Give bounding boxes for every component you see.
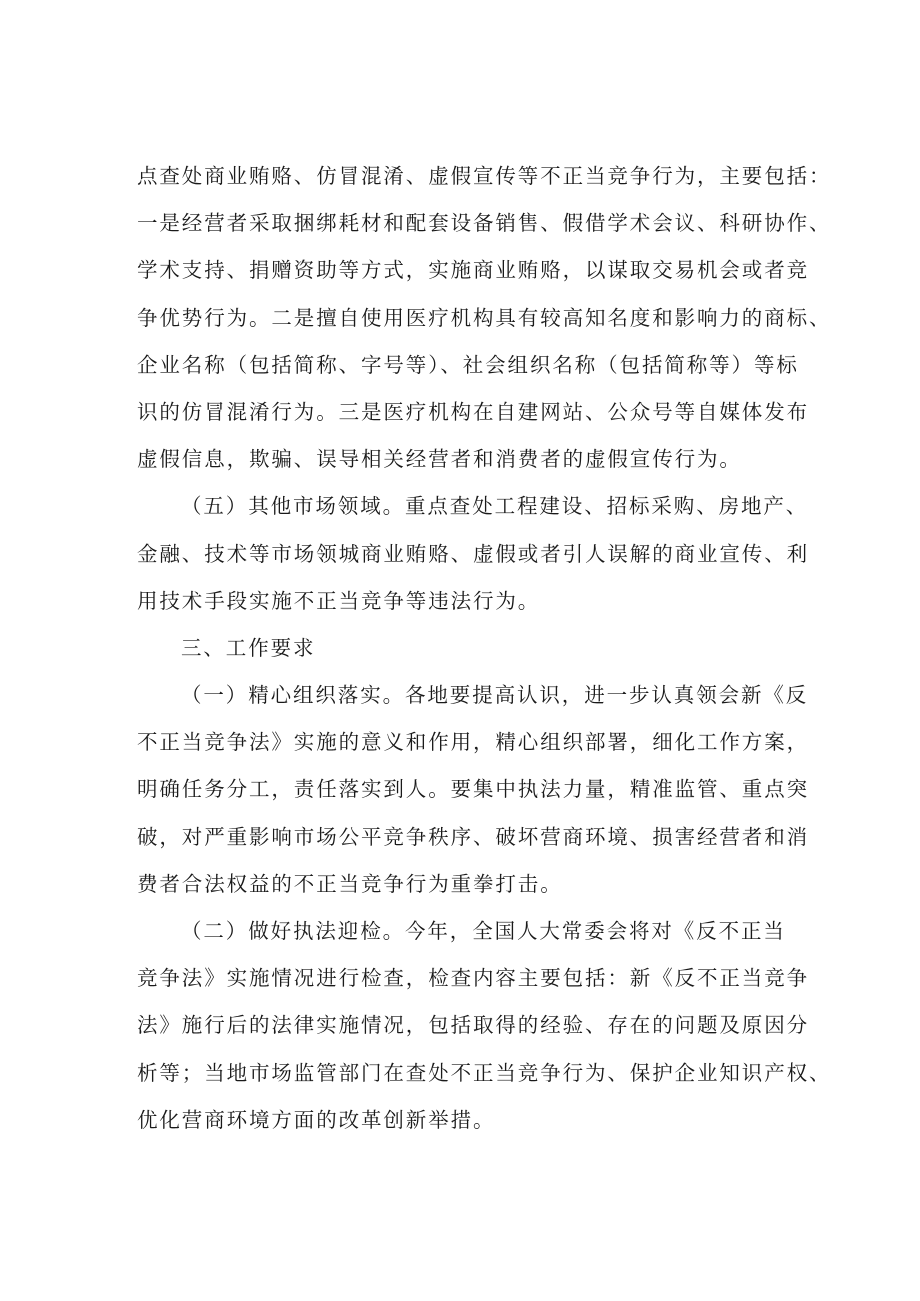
text-line: 法》施行后的法律实施情况，包括取得的经验、存在的问题及原因分 xyxy=(137,1013,809,1038)
text-line: 识的仿冒混淆行为。三是医疗机构在自建网站、公众号等自媒体发布 xyxy=(137,399,809,424)
text-line: 用技术手段实施不正当竞争等违法行为。 xyxy=(137,588,541,613)
text-line: 金融、技术等市场领城商业贿赂、虚假或者引人误解的商业宣传、利 xyxy=(137,541,809,566)
text-line: 析等；当地市场监管部门在查处不正当竞争行为、保护企业知识产权、 xyxy=(137,1060,832,1085)
text-line: 学术支持、捐赠资助等方式，实施商业贿赂，以谋取交易机会或者竞 xyxy=(137,258,809,283)
text-line: 点查处商业贿赂、仿冒混淆、虚假宣传等不正当竞争行为，主要包括： xyxy=(137,164,832,188)
paragraph-start-line: （五）其他市场领域。重点查处工程建设、招标采购、房地产、 xyxy=(181,494,809,519)
text-line: 竞争法》实施情况进行检查，检查内容主要包括：新《反不正当竞争 xyxy=(137,966,809,991)
text-line: 费者合法权益的不正当竞争行为重拳打击。 xyxy=(137,871,563,896)
text-line: 不正当竞争法》实施的意义和作用，精心组织部署，细化工作方案， xyxy=(137,730,809,755)
text-line: 虚假信息，欺骗、误导相关经营者和消费者的虚假宣传行为。 xyxy=(137,447,742,472)
text-line: 一是经营者采取捆绑耗材和配套设备销售、假借学术会议、科研协作、 xyxy=(137,211,832,236)
text-line: 破，对严重影响市场公平竞争秩序、破坏营商环境、损害经营者和消 xyxy=(137,824,809,849)
document-body xyxy=(137,153,832,1144)
text-line: 争优势行为。二是擅自使用医疗机构具有较高知名度和影响力的商标、 xyxy=(137,305,832,330)
paragraph-start-line: （一）精心组织落实。各地要提高认识，进一步认真领会新《反 xyxy=(181,683,809,708)
section-heading: 三、工作要求 xyxy=(181,635,316,660)
text-line: 优化营商环境方面的改革创新举措。 xyxy=(137,1107,496,1132)
text-line: 明确任务分工，责任落实到人。要集中执法力量，精准监管、重点突 xyxy=(137,777,809,802)
text-line: 企业名称（包括简称、字号等）、社会组织名称（包括简称等）等标 xyxy=(137,352,799,377)
paragraph-start-line: （二）做好执法迎检。今年，全国人大常委会将对《反不正当 xyxy=(181,919,786,943)
